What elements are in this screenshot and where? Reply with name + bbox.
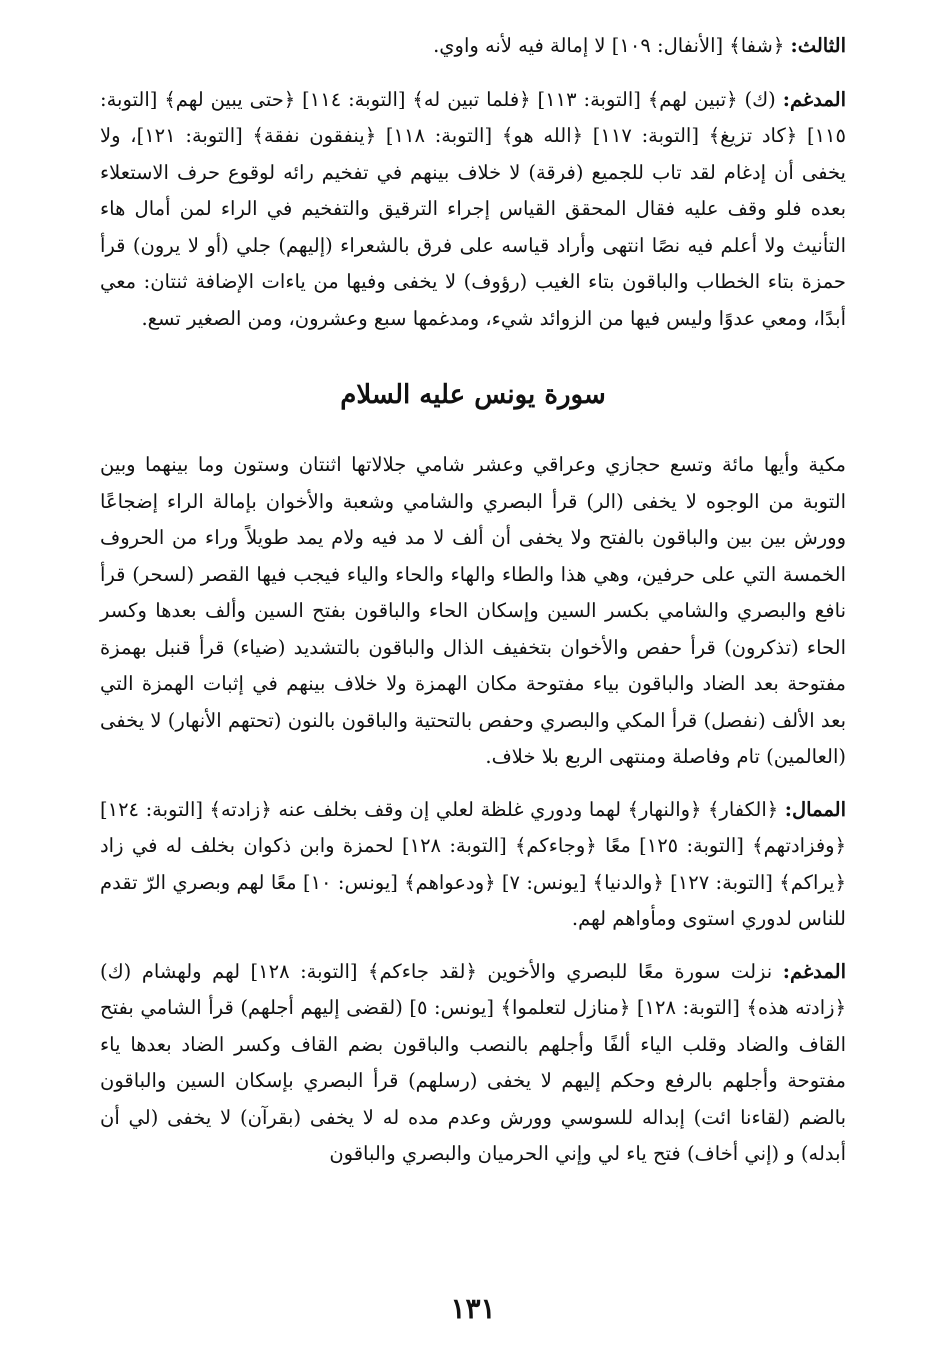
surah-heading: سورة يونس عليه السلام (340, 380, 606, 410)
thalith-text: ﴿شفا﴾ [الأنفال: ١٠٩] لا إمالة فيه لأنه واوي. (433, 34, 785, 57)
thalith-paragraph (100, 28, 846, 65)
mumal-paragraph (100, 792, 846, 938)
paragraph-gap (100, 65, 846, 82)
mudgham-text-2: نزلت سورة معًا للبصري والأخوين ﴿لقد جاءكم﴾ [التوبة: ١٢٨] لهم ولهشام (ك) ﴿زادته هذه﴾ [التوبة: ١٢٨] ﴿منازل لتعلموا﴾ [يونس: ٥] (لقضى إليهم أجلهم) قرأ الشامي بفتح القاف والضاد وقلب الياء ألفًا وأجلهم بالنصب والباقون بضم القاف وكسر الضاد بعدها ياء مفتوحة وأجلهم بالرفع وحكم إليهم لا يخفى (رسلهم) قرأ البصري بإسكان السين والباقون بالضم (لقاءنا ائت) إبداله للسوسي وورش وعدم مده له لا يخفى (بقرآن) لا يخفى (لي أن أبدله) و (إني أخاف) فتح ياء لي وإني الحرميان والبصري والباقون (100, 959, 846, 1165)
page-number: ١٣١ (450, 1292, 496, 1325)
intro-text: مكية وأيها مائة وتسع حجازي وعراقي وعشر شامي جلالاتها اثنتان وستون وما بينهما وبين التوبة من الوجوه لا يخفى (الر) قرأ البصري والشامي وشعبة والأخوان بإمالة الراء إضجاعًا وورش بين بين والباقون بالفتح ولا يخفى أن ألف لا مد فيه ولام يمد طويلاً وراء من الحروف الخمسة التي على حرفين، وهي هذا والطاء والهاء والحاء والياء فيجب فيها القصر (لسحر) قرأ نافع والبصري والشامي بكسر السين وإسكان الحاء والباقون بفتح السين وألف بعدها وكسر الحاء (تذكرون) قرأ حفص والأخوان بتخفيف الذال والباقون بالتشديد (ضياء) قرأ قنبل بهمزة مفتوحة بعد الضاد والباقون بياء مفتوحة مكان الهمزة ولا خلاف بينهم في إثبات الهمزة التي بعد الألف (نفصل) قرأ المكي والبصري وحفص بالتحتية والباقون بالنون (تحتهم الأنهار) لا يخفى (العالمين) تام وفاصلة ومنتهى الربع بلا خلاف. (100, 453, 846, 768)
thalith-label: الثالث: (790, 34, 846, 57)
mudgham-label-1: المدغم: (782, 87, 846, 111)
mudgham-paragraph-2 (100, 954, 846, 1173)
mudgham-label-2: المدغم: (782, 959, 847, 983)
mumal-text: ﴿الكفار﴾ ﴿والنهار﴾ لهما ودوري غلظة لعلي إن وقف بخلف عنه ﴿زادته﴾ [التوبة: ١٢٤] ﴿وفزادتهم﴾ [التوبة: ١٢٥] معًا ﴿وجاءكم﴾ [التوبة: ١٢٨] لحمزة وابن ذكوان بخلف له في زاد ﴿يراكم﴾ [التوبة: ١٢٧] ﴿والدنيا﴾ [يونس: ٧] ﴿ودعواهم﴾ [يونس: ١٠] معًا لهم وبصري الرّ تقدم للناس لدوري استوى ومأواهم لهم. (100, 797, 846, 930)
paragraph-gap (100, 776, 846, 792)
mumal-label: الممال: (784, 797, 846, 821)
paragraph-gap (100, 938, 846, 954)
intro-paragraph (100, 447, 846, 776)
mudgham-text-1: (ك) ﴿تبين لهم﴾ [التوبة: ١١٣] ﴿فلما تبين له﴾ [التوبة: ١١٤] ﴿حتى يبين لهم﴾ [التوبة: ١١٥] ﴿كاد تزيغ﴾ [التوبة: ١١٧] ﴿الله هو﴾ [التوبة: ١١٨] ﴿ينفقون نفقة﴾ [التوبة: ١٢١]، ولا يخفى أن إدغام لقد تاب للجميع (فرقة) لا خلاف بينهم في تفخيم رائه لوقوع حرف الاستعلاء بعده فلو وقف عليه فقال المحقق القياس إجراء الترقيق والتفخيم في الراء لمن أمال هاء التأنيث ولا أعلم فيه نصًا انتهى وأراد قياسه على فرق بالشعراء (إليهم) جلي (أو لا يرون) قرأ حمزة بتاء الخطاب والباقون بتاء الغيب (رؤوف) لا يخفى وفيها من ياءات الإضافة ثنتان: معي أبدًا، ومعي عدوًا وليس فيها من الزوائد شيء، ومدغمها سبع وعشرون، ومن الصغير تسع. (100, 87, 846, 330)
mudgham-paragraph-1 (100, 82, 846, 338)
